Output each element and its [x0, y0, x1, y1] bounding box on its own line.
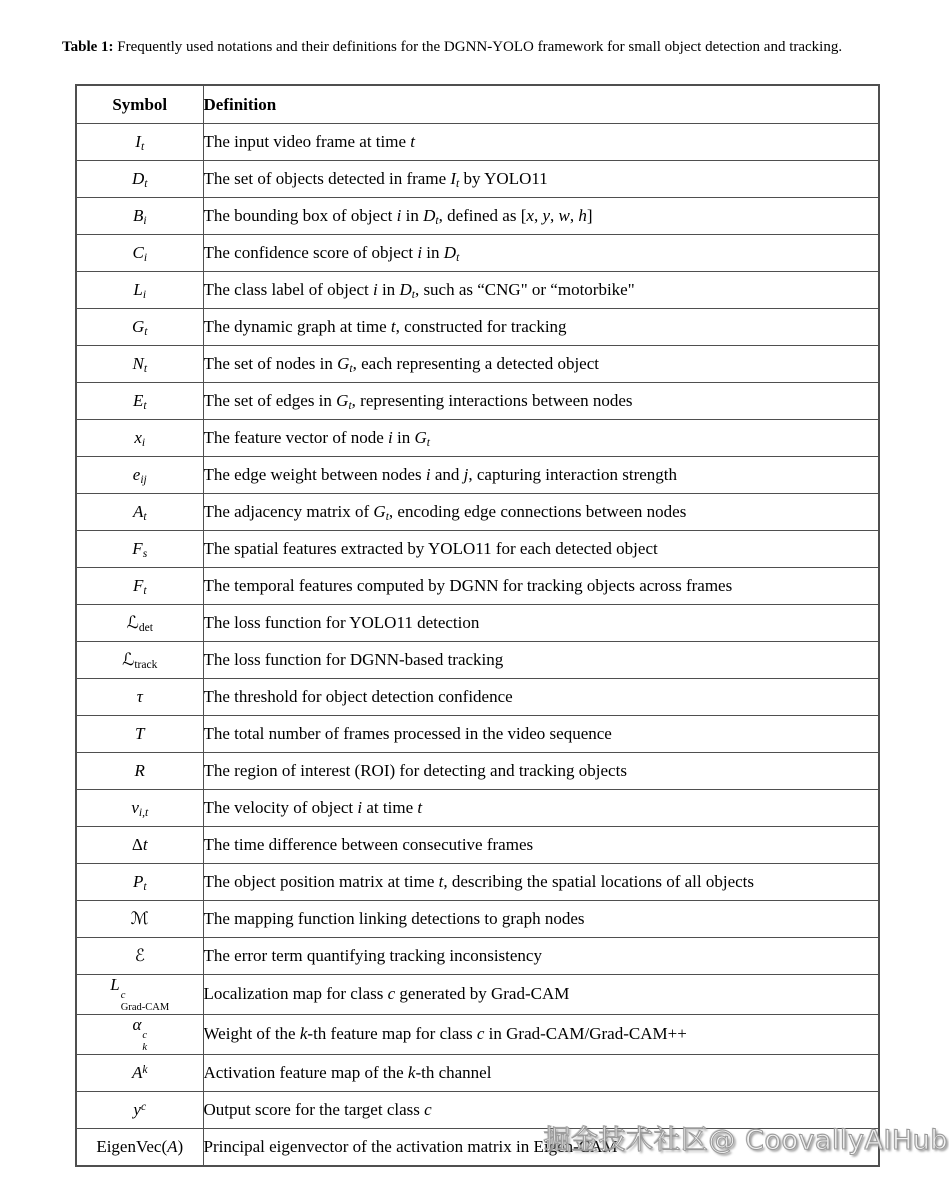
definition-cell: The confidence score of object i in $D_t$ [203, 235, 879, 272]
definition-cell: The object position matrix at time t, describing the spatial locations of all objects [203, 864, 879, 901]
table-row [76, 531, 879, 568]
table-row [76, 346, 879, 383]
table-row [76, 124, 879, 161]
symbol-cell: $e_{ij}$ [76, 457, 203, 494]
table-row [76, 938, 879, 975]
symbol-cell: $y^c$ [76, 1091, 203, 1128]
definition-cell: The velocity of object i at time t [203, 790, 879, 827]
table-header-row [76, 85, 879, 124]
table-row [76, 716, 879, 753]
table-caption-text: Frequently used notations and their definitions for the DGNN-YOLO framework for small object detection and tracking. [113, 39, 843, 55]
symbol-cell: $P_t$ [76, 864, 203, 901]
symbol-cell: $x_i$ [76, 420, 203, 457]
symbol-cell: $I_t$ [76, 124, 203, 161]
table-row [76, 1014, 879, 1054]
definition-cell: The set of objects detected in frame $I_t$ by YOLO11 [203, 161, 879, 198]
symbol-cell: EigenVec(A) [76, 1128, 203, 1166]
definition-cell: Principal eigenvector of the activation matrix in Eigen-CAM [203, 1128, 879, 1166]
table-row [76, 494, 879, 531]
symbol-cell: $v_{i,t}$ [76, 790, 203, 827]
symbol-cell: $L_i$ [76, 272, 203, 309]
definition-cell: The adjacency matrix of $G_t$, encoding edge connections between nodes [203, 494, 879, 531]
table-row [76, 864, 879, 901]
definition-cell: The bounding box of object i in $D_t$, defined as [x, y, w, h] [203, 198, 879, 235]
table-row [76, 679, 879, 716]
definition-cell: Weight of the k-th feature map for class c in Grad-CAM/Grad-CAM++ [203, 1014, 879, 1054]
definition-cell: The total number of frames processed in the video sequence [203, 716, 879, 753]
definition-cell: The loss function for DGNN-based tracking [203, 642, 879, 679]
table-row [76, 605, 879, 642]
definition-cell: The threshold for object detection confidence [203, 679, 879, 716]
table-row [76, 790, 879, 827]
symbol-cell: $A_t$ [76, 494, 203, 531]
table-row [76, 309, 879, 346]
symbol-cell: $F_s$ [76, 531, 203, 568]
definition-cell: The edge weight between nodes i and j, capturing interaction strength [203, 457, 879, 494]
definition-cell: The set of edges in $G_t$, representing interactions between nodes [203, 383, 879, 420]
symbol-cell: $A^k$ [76, 1054, 203, 1091]
definition-cell: Localization map for class c generated by Grad-CAM [203, 975, 879, 1015]
table-row [76, 753, 879, 790]
table-row [76, 383, 879, 420]
table-row [76, 420, 879, 457]
definition-column-header: Definition [203, 85, 879, 124]
table-row [76, 568, 879, 605]
table-row [76, 272, 879, 309]
symbol-cell: ℒ$_{track}$ [76, 642, 203, 679]
definition-cell: The set of nodes in $G_t$, each representing a detected object [203, 346, 879, 383]
symbol-cell: ℰ [76, 938, 203, 975]
table-caption [62, 37, 842, 57]
symbol-cell: T [76, 716, 203, 753]
definition-cell: Activation feature map of the k-th channel [203, 1054, 879, 1091]
symbol-cell: α c k [76, 1014, 203, 1054]
table-row [76, 161, 879, 198]
definition-cell: Output score for the target class c [203, 1091, 879, 1128]
definition-cell: The spatial features extracted by YOLO11 for each detected object [203, 531, 879, 568]
symbol-cell: ℳ [76, 901, 203, 938]
symbol-cell: Δt [76, 827, 203, 864]
symbol-cell: $G_t$ [76, 309, 203, 346]
symbol-cell: ℒ$_{det}$ [76, 605, 203, 642]
definition-cell: The feature vector of node i in $G_t$ [203, 420, 879, 457]
table-row [76, 1054, 879, 1091]
table-row [76, 827, 879, 864]
table-row [76, 642, 879, 679]
table-row [76, 901, 879, 938]
watermark [544, 1118, 948, 1157]
definition-cell: The class label of object i in $D_t$, such as “CNG" or “motorbike" [203, 272, 879, 309]
symbol-cell: $D_t$ [76, 161, 203, 198]
watermark-text: 掘金技术社区@ CoovallyAIHub [543, 1125, 948, 1156]
definition-cell: The error term quantifying tracking inconsistency [203, 938, 879, 975]
notation-table [75, 84, 880, 1167]
definition-cell: The dynamic graph at time t, constructed for tracking [203, 309, 879, 346]
symbol-cell: L c Grad-CAM [76, 975, 203, 1015]
definition-cell: The time difference between consecutive frames [203, 827, 879, 864]
table-caption-label: Table 1: [62, 39, 114, 55]
symbol-cell: $E_t$ [76, 383, 203, 420]
definition-cell: The loss function for YOLO11 detection [203, 605, 879, 642]
table-row [76, 235, 879, 272]
symbol-cell: $N_t$ [76, 346, 203, 383]
symbol-cell: $B_i$ [76, 198, 203, 235]
definition-cell: The temporal features computed by DGNN for tracking objects across frames [203, 568, 879, 605]
table-row [76, 975, 879, 1015]
symbol-cell: $F_t$ [76, 568, 203, 605]
table-row [76, 198, 879, 235]
definition-cell: The mapping function linking detections to graph nodes [203, 901, 879, 938]
definition-cell: The region of interest (ROI) for detecting and tracking objects [203, 753, 879, 790]
table-body [76, 124, 879, 1166]
symbol-column-header: Symbol [76, 85, 203, 124]
table-row [76, 457, 879, 494]
symbol-cell: $C_i$ [76, 235, 203, 272]
definition-cell: The input video frame at time t [203, 124, 879, 161]
symbol-cell: τ [76, 679, 203, 716]
symbol-cell: R [76, 753, 203, 790]
